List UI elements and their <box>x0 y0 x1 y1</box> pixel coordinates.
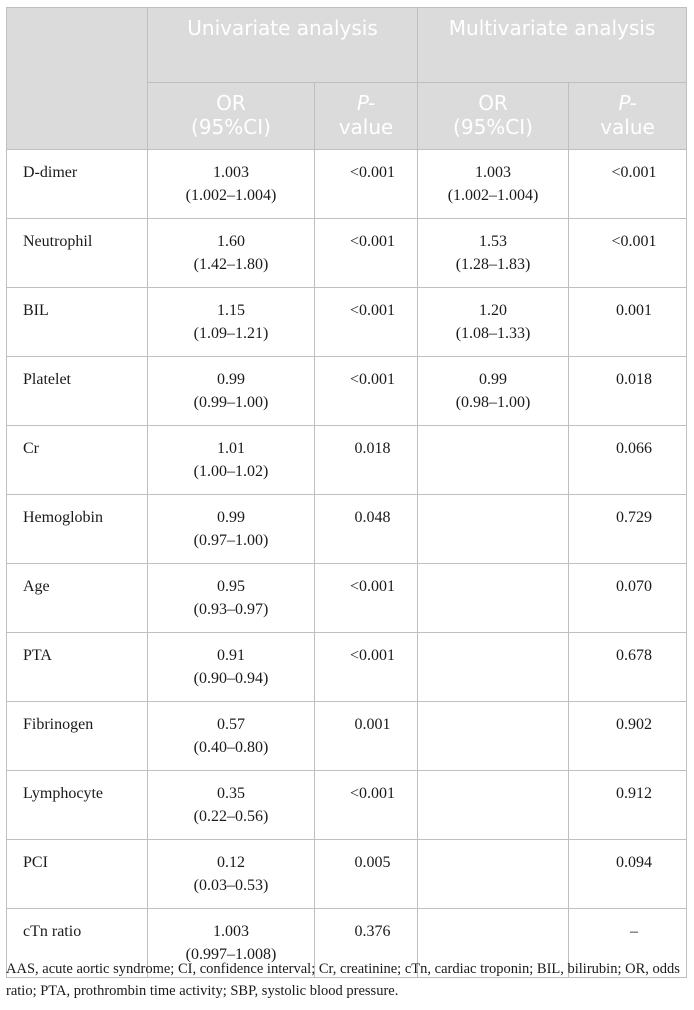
uni-p-cell <box>315 426 418 495</box>
multi-p-text: – <box>630 923 639 940</box>
uni-or-cell <box>148 426 315 495</box>
multivariate-group-header: Multivariate analysis <box>418 8 687 83</box>
uni-p-cell <box>315 357 418 426</box>
multi-or-cell <box>418 840 569 909</box>
uni-or-cell <box>148 564 315 633</box>
multi-ci-text: (1.08–1.33) <box>455 325 531 342</box>
multi-or-header <box>418 83 569 150</box>
multi-p-cell <box>569 219 687 288</box>
table-footnote: AAS, acute aortic syndrome; CI, confidence interval; Cr, creatinine; cTn, cardiac troponin; BIL, bilirubin; OR, odds ratio; PTA, prothrombin time activity; SBP, systolic blood pressure. <box>6 961 680 999</box>
univariate-group-header: Univariate analysis <box>148 8 418 83</box>
uni-ci-text: (0.40–0.80) <box>193 739 269 756</box>
uni-or-text: 0.35 <box>217 785 245 802</box>
table-row <box>7 150 687 219</box>
uni-p-text: <0.001 <box>349 302 396 319</box>
multi-p-text: 0.001 <box>616 302 653 319</box>
uni-ci-text: (0.90–0.94) <box>193 670 269 687</box>
multi-p-text: 0.729 <box>616 509 653 526</box>
table-row <box>7 840 687 909</box>
table-row <box>7 633 687 702</box>
uni-ci-text: (0.97–1.00) <box>193 532 269 549</box>
variable-text: Cr <box>23 440 39 457</box>
table-row <box>7 564 687 633</box>
multi-or-text: 0.99 <box>479 371 508 388</box>
uni-ci-text: (0.93–0.97) <box>193 601 269 618</box>
uni-p-cell <box>315 564 418 633</box>
or-label: OR <box>216 91 246 115</box>
regression-table <box>6 7 687 978</box>
multi-p-cell <box>569 357 687 426</box>
multi-p-cell <box>569 150 687 219</box>
variable-text: Neutrophil <box>23 233 93 250</box>
variable-cell <box>7 150 148 219</box>
multi-or-cell <box>418 564 569 633</box>
uni-or-text: 0.12 <box>217 854 245 871</box>
variable-text: Platelet <box>23 371 71 388</box>
uni-or-cell <box>148 495 315 564</box>
table-body <box>7 150 687 978</box>
variable-text: Hemoglobin <box>23 509 103 526</box>
uni-p-cell <box>315 219 418 288</box>
uni-p-cell <box>315 495 418 564</box>
uni-or-text: 1.003 <box>213 923 249 940</box>
multi-p-cell <box>569 288 687 357</box>
multi-p-cell <box>569 564 687 633</box>
uni-p-cell <box>315 771 418 840</box>
or-label: OR <box>478 91 508 115</box>
multi-or-text: 1.003 <box>475 164 512 181</box>
multi-p-text: 0.912 <box>616 785 653 802</box>
uni-or-text: 0.95 <box>217 578 245 595</box>
variable-cell <box>7 771 148 840</box>
uni-p-cell <box>315 633 418 702</box>
uni-ci-text: (0.03–0.53) <box>193 877 269 894</box>
uni-ci-text: (0.22–0.56) <box>193 808 269 825</box>
uni-p-cell <box>315 702 418 771</box>
multi-or-text: 1.53 <box>479 233 508 250</box>
uni-or-cell <box>148 288 315 357</box>
uni-or-text: 0.99 <box>217 509 245 526</box>
uni-ci-text: (0.99–1.00) <box>193 394 269 411</box>
variable-text: PTA <box>23 647 52 664</box>
multi-p-text: 0.070 <box>616 578 653 595</box>
table-row <box>7 288 687 357</box>
table-row <box>7 702 687 771</box>
uni-or-cell <box>148 357 315 426</box>
multi-or-text: 1.20 <box>479 302 508 319</box>
multi-p-cell <box>569 840 687 909</box>
table-row <box>7 357 687 426</box>
uni-or-text: 1.15 <box>217 302 245 319</box>
multi-or-cell <box>418 426 569 495</box>
uni-p-cell <box>315 288 418 357</box>
ci-label: (95%CI) <box>453 115 533 139</box>
multi-p-text: <0.001 <box>611 164 657 181</box>
uni-or-cell <box>148 840 315 909</box>
multi-or-cell <box>418 288 569 357</box>
table-row <box>7 495 687 564</box>
variable-cell <box>7 426 148 495</box>
multi-ci-text: (1.002–1.004) <box>447 187 539 204</box>
table-row <box>7 219 687 288</box>
multi-p-cell <box>569 702 687 771</box>
uni-p-cell <box>315 150 418 219</box>
variable-text: cTn ratio <box>23 923 82 940</box>
variable-cell <box>7 288 148 357</box>
uni-ci-text: (1.09–1.21) <box>193 325 269 342</box>
uni-or-text: 0.99 <box>217 371 245 388</box>
uni-p-text: 0.376 <box>354 923 391 940</box>
variable-header-cell <box>7 8 148 150</box>
uni-ci-text: (1.002–1.004) <box>185 187 277 204</box>
multi-p-text: 0.094 <box>616 854 653 871</box>
uni-or-text: 1.60 <box>217 233 245 250</box>
variable-text: Age <box>23 578 50 595</box>
p-label: P- <box>356 91 376 115</box>
multi-or-cell <box>418 702 569 771</box>
multi-p-text: <0.001 <box>611 233 657 250</box>
variable-text: BIL <box>23 302 49 319</box>
uni-or-cell <box>148 771 315 840</box>
uni-p-text: 0.001 <box>354 716 391 733</box>
uni-or-cell <box>148 150 315 219</box>
uni-or-cell <box>148 633 315 702</box>
value-label: value <box>338 115 394 139</box>
multi-p-text: 0.902 <box>616 716 653 733</box>
uni-p-text: <0.001 <box>349 164 396 181</box>
uni-ci-text: (0.997–1.008) <box>185 946 277 963</box>
table-row <box>7 771 687 840</box>
variable-text: Fibrinogen <box>23 716 94 733</box>
multi-p-cell <box>569 771 687 840</box>
multi-or-cell <box>418 357 569 426</box>
uni-or-text: 1.01 <box>217 440 245 457</box>
variable-cell <box>7 702 148 771</box>
uni-p-text: <0.001 <box>349 233 396 250</box>
uni-p-text: 0.018 <box>354 440 391 457</box>
variable-cell <box>7 219 148 288</box>
uni-or-text: 1.003 <box>213 164 249 181</box>
variable-cell <box>7 357 148 426</box>
multi-or-cell <box>418 219 569 288</box>
multi-p-header <box>569 83 687 150</box>
uni-p-text: 0.005 <box>354 854 391 871</box>
p-label: P- <box>618 91 637 115</box>
variable-text: PCI <box>23 854 48 871</box>
uni-p-cell <box>315 840 418 909</box>
table-row <box>7 426 687 495</box>
ci-label: (95%CI) <box>191 115 271 139</box>
uni-or-text: 0.57 <box>217 716 245 733</box>
multi-or-cell <box>418 633 569 702</box>
uni-p-text: <0.001 <box>349 647 396 664</box>
uni-p-text: <0.001 <box>349 578 396 595</box>
variable-cell <box>7 564 148 633</box>
variable-cell <box>7 840 148 909</box>
uni-or-cell <box>148 219 315 288</box>
uni-p-text: <0.001 <box>349 785 396 802</box>
multi-p-cell <box>569 426 687 495</box>
variable-text: D-dimer <box>23 164 78 181</box>
uni-or-text: 0.91 <box>217 647 245 664</box>
variable-text: Lymphocyte <box>23 785 103 802</box>
multi-p-text: 0.678 <box>616 647 653 664</box>
multi-or-cell <box>418 150 569 219</box>
uni-or-header <box>148 83 315 150</box>
uni-or-cell <box>148 702 315 771</box>
uni-p-text: <0.001 <box>349 371 396 388</box>
variable-cell <box>7 633 148 702</box>
uni-ci-text: (1.42–1.80) <box>193 256 269 273</box>
multi-p-text: 0.018 <box>616 371 653 388</box>
multi-ci-text: (1.28–1.83) <box>455 256 531 273</box>
multi-or-cell <box>418 771 569 840</box>
multi-or-cell <box>418 495 569 564</box>
uni-p-header <box>315 83 418 150</box>
multi-p-cell <box>569 495 687 564</box>
multi-p-cell <box>569 633 687 702</box>
uni-p-text: 0.048 <box>354 509 391 526</box>
uni-ci-text: (1.00–1.02) <box>193 463 269 480</box>
multi-p-text: 0.066 <box>616 440 653 457</box>
value-label: value <box>600 115 655 139</box>
variable-cell <box>7 495 148 564</box>
multi-ci-text: (0.98–1.00) <box>455 394 531 411</box>
